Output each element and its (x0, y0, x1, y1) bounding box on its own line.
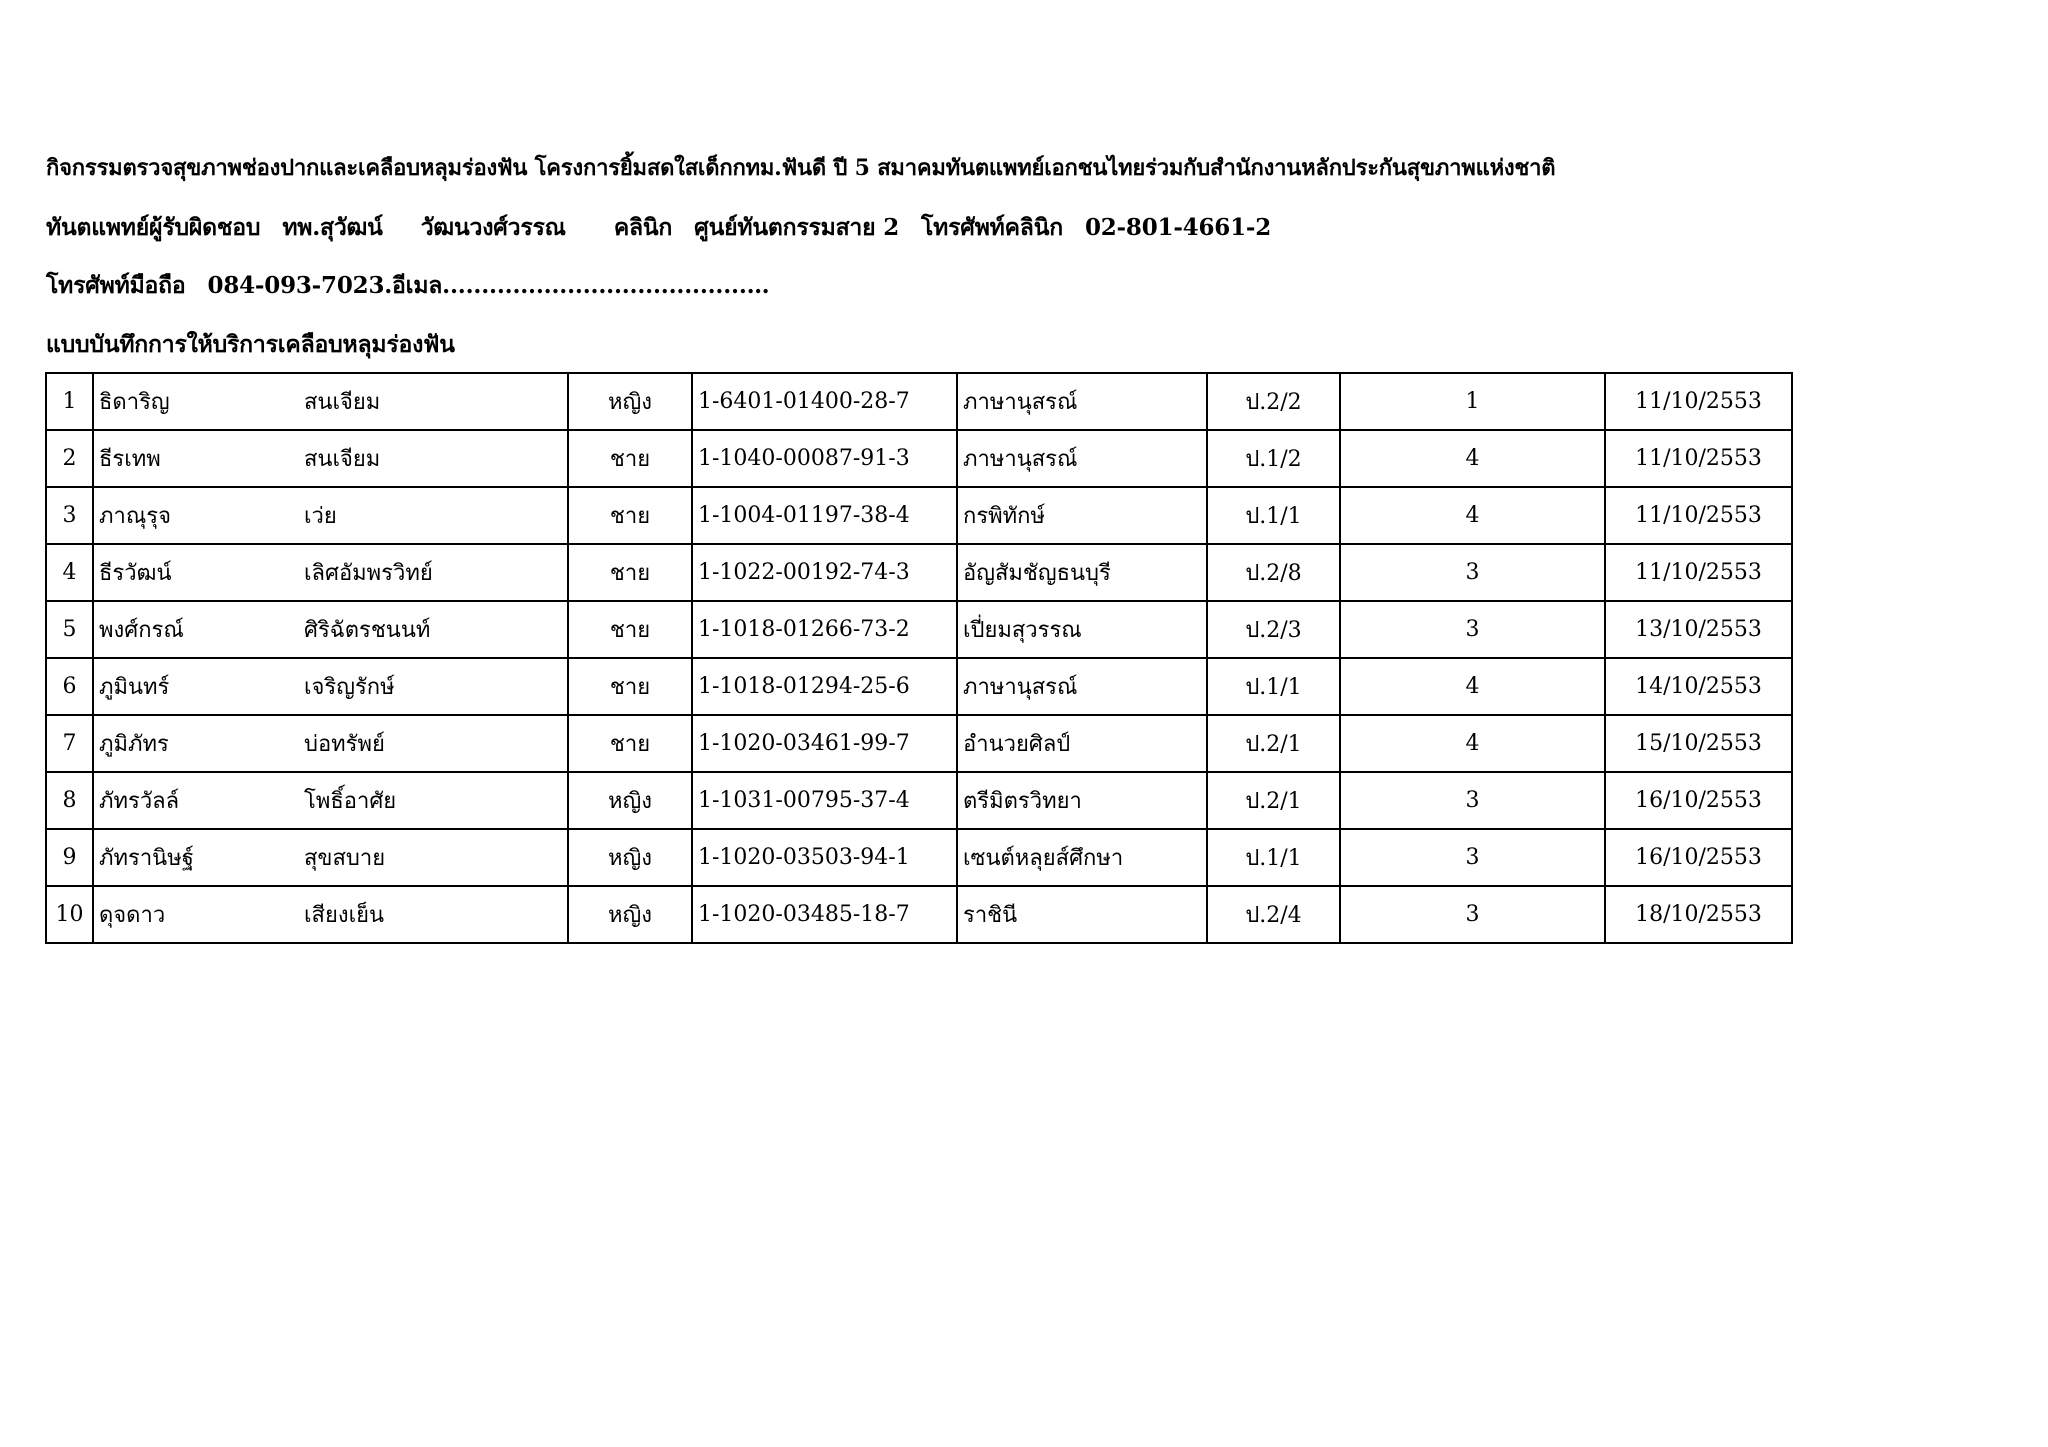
tooth-count: 4 (1340, 487, 1605, 544)
service-date: 13/10/2553 (1605, 601, 1792, 658)
grade: ป.1/1 (1207, 487, 1340, 544)
school: กรพิทักษ์ (957, 487, 1207, 544)
row-number: 7 (46, 715, 93, 772)
last-name: เลิศอัมพรวิทย์ (304, 561, 433, 586)
gender: ชาย (568, 487, 692, 544)
student-name (93, 373, 568, 430)
school: อัญสัมชัญธนบุรี (957, 544, 1207, 601)
student-name (93, 601, 568, 658)
school: ราชินี (957, 886, 1207, 943)
citizen-id: 1-1022-00192-74-3 (692, 544, 957, 601)
clinic-phone-label: โทรศัพท์คลินิก (921, 214, 1063, 241)
grade: ป.1/2 (1207, 430, 1340, 487)
sealant-records-table (45, 372, 1793, 944)
row-number: 3 (46, 487, 93, 544)
gender: หญิง (568, 829, 692, 886)
tooth-count: 3 (1340, 829, 1605, 886)
citizen-id: 1-1020-03503-94-1 (692, 829, 957, 886)
clinic-phone: 02-801-4661-2 (1084, 214, 1272, 241)
service-date: 16/10/2553 (1605, 829, 1792, 886)
first-name: ธิดาริญ (99, 390, 170, 415)
service-date: 11/10/2553 (1605, 373, 1792, 430)
last-name: โพธิ์อาศัย (304, 789, 397, 814)
first-name: ธีรเทพ (99, 447, 161, 472)
school: อำนวยศิลป์ (957, 715, 1207, 772)
grade: ป.1/1 (1207, 658, 1340, 715)
service-date: 16/10/2553 (1605, 772, 1792, 829)
citizen-id: 1-1040-00087-91-3 (692, 430, 957, 487)
grade: ป.2/8 (1207, 544, 1340, 601)
citizen-id: 1-1018-01266-73-2 (692, 601, 957, 658)
gender: ชาย (568, 658, 692, 715)
grade: ป.1/1 (1207, 829, 1340, 886)
mobile-line (46, 268, 769, 304)
gender: ชาย (568, 430, 692, 487)
clinic-label: คลินิก (613, 214, 673, 241)
gender: ชาย (568, 715, 692, 772)
school: ตรีมิตรวิทยา (957, 772, 1207, 829)
gender: หญิง (568, 373, 692, 430)
last-name: เจริญรักษ์ (304, 675, 395, 700)
last-name: เสียงเย็น (304, 903, 385, 928)
table-row (46, 601, 1792, 658)
gender: หญิง (568, 772, 692, 829)
citizen-id: 1-1031-00795-37-4 (692, 772, 957, 829)
school: ภาษานุสรณ์ (957, 373, 1207, 430)
row-number: 5 (46, 601, 93, 658)
service-date: 14/10/2553 (1605, 658, 1792, 715)
first-name: ภัทรานิษฐ์ (99, 846, 194, 871)
student-name (93, 772, 568, 829)
table-row (46, 544, 1792, 601)
row-number: 2 (46, 430, 93, 487)
student-name (93, 658, 568, 715)
citizen-id: 1-1020-03485-18-7 (692, 886, 957, 943)
tooth-count: 3 (1340, 544, 1605, 601)
last-name: สนเจียม (304, 447, 381, 472)
service-date: 18/10/2553 (1605, 886, 1792, 943)
school: ภาษานุสรณ์ (957, 430, 1207, 487)
service-date: 15/10/2553 (1605, 715, 1792, 772)
records-body (46, 373, 1792, 943)
grade: ป.2/4 (1207, 886, 1340, 943)
service-date: 11/10/2553 (1605, 430, 1792, 487)
last-name: เว่ย (304, 504, 337, 529)
service-date: 11/10/2553 (1605, 487, 1792, 544)
first-name: ภูมินทร์ (99, 675, 170, 700)
first-name: ภูมิภัทร (99, 732, 169, 757)
first-name: พงศ์กรณ์ (99, 618, 184, 643)
first-name: ภาณุรุจ (99, 504, 171, 529)
tooth-count: 4 (1340, 658, 1605, 715)
table-row (46, 829, 1792, 886)
activity-title: กิจกรรมตรวจสุขภาพช่องปากและเคลือบหลุมร่องฟัน โครงการยิ้มสดใสเด็กกทม.ฟันดี ปี 5 สมาคมทันตแพทย์เอกชนไทยร่วมกับสำนักงานหลักประกันสุขภาพแห่งชาติ (46, 155, 1556, 181)
clinic-name: ศูนย์ทันตกรรมสาย 2 (694, 214, 900, 241)
row-number: 10 (46, 886, 93, 943)
table-row (46, 373, 1792, 430)
dentist-clinic-line (46, 210, 1271, 246)
school: เซนต์หลุยส์ศึกษา (957, 829, 1207, 886)
dentist-label: ทันตแพทย์ผู้รับผิดชอบ (46, 214, 261, 241)
tooth-count: 3 (1340, 601, 1605, 658)
table-row (46, 487, 1792, 544)
gender: หญิง (568, 886, 692, 943)
student-name (93, 829, 568, 886)
table-row (46, 772, 1792, 829)
student-name (93, 430, 568, 487)
student-name (93, 544, 568, 601)
tooth-count: 1 (1340, 373, 1605, 430)
last-name: สุขสบาย (304, 846, 386, 871)
grade: ป.2/1 (1207, 772, 1340, 829)
citizen-id: 1-6401-01400-28-7 (692, 373, 957, 430)
row-number: 9 (46, 829, 93, 886)
last-name: ศิริฉัตรชนนท์ (304, 618, 431, 643)
grade: ป.2/1 (1207, 715, 1340, 772)
tooth-count: 3 (1340, 772, 1605, 829)
table-row (46, 886, 1792, 943)
student-name (93, 715, 568, 772)
table-row (46, 658, 1792, 715)
table-row (46, 715, 1792, 772)
dentist-first-name: ทพ.สุวัฒน์ (282, 214, 383, 241)
last-name: บ่อทรัพย์ (304, 732, 385, 757)
gender: ชาย (568, 601, 692, 658)
grade: ป.2/2 (1207, 373, 1340, 430)
row-number: 8 (46, 772, 93, 829)
last-name: สนเจียม (304, 390, 381, 415)
first-name: ธีรวัฒน์ (99, 561, 172, 586)
mobile-label: โทรศัพท์มือถือ (46, 272, 186, 299)
row-number: 6 (46, 658, 93, 715)
first-name: ภัทรวัลล์ (99, 789, 180, 814)
school: ภาษานุสรณ์ (957, 658, 1207, 715)
row-number: 1 (46, 373, 93, 430)
student-name (93, 886, 568, 943)
service-date: 11/10/2553 (1605, 544, 1792, 601)
grade: ป.2/3 (1207, 601, 1340, 658)
student-name (93, 487, 568, 544)
citizen-id: 1-1018-01294-25-6 (692, 658, 957, 715)
form-title: แบบบันทึกการให้บริการเคลือบหลุมร่องฟัน (46, 331, 455, 358)
row-number: 4 (46, 544, 93, 601)
tooth-count: 4 (1340, 715, 1605, 772)
gender: ชาย (568, 544, 692, 601)
table-row (46, 430, 1792, 487)
tooth-count: 3 (1340, 886, 1605, 943)
citizen-id: 1-1020-03461-99-7 (692, 715, 957, 772)
citizen-id: 1-1004-01197-38-4 (692, 487, 957, 544)
tooth-count: 4 (1340, 430, 1605, 487)
mobile-and-email: 084-093-7023.อีเมล.......................................… (207, 272, 770, 299)
dentist-last-name: วัฒนวงศ์วรรณ (420, 214, 566, 241)
first-name: ดุจดาว (99, 903, 166, 928)
school: เปี่ยมสุวรรณ (957, 601, 1207, 658)
